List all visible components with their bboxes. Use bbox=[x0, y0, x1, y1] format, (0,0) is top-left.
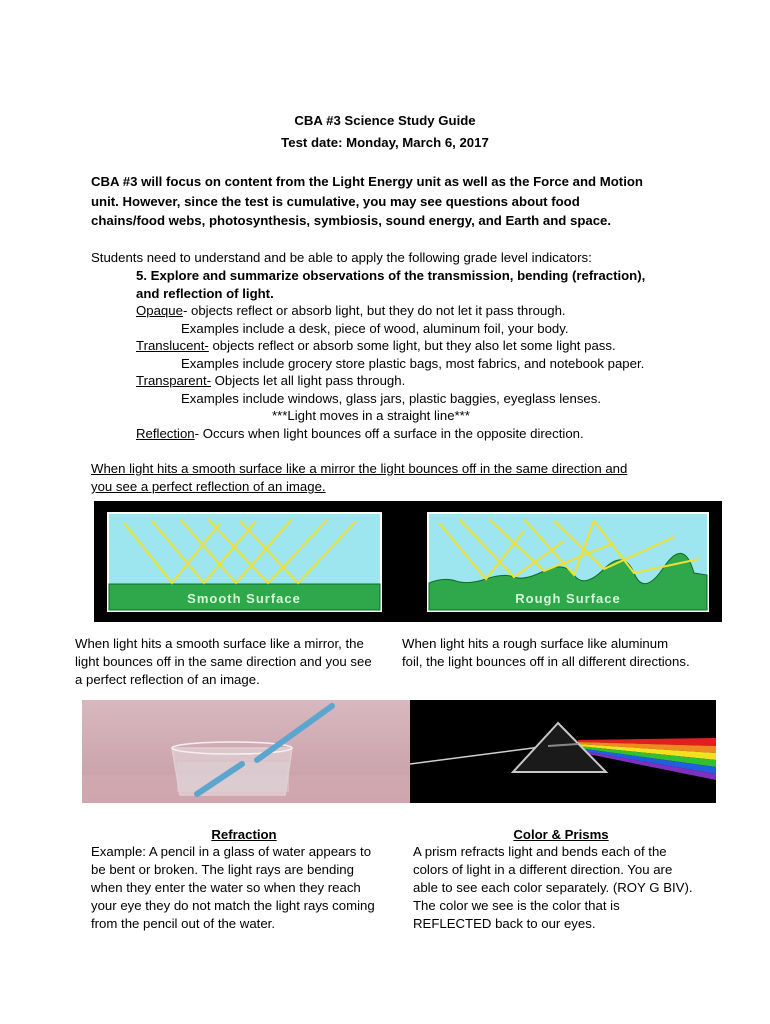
transparent-examples: Examples include windows, glass jars, plastic baggies, eyeglass lenses. bbox=[181, 391, 602, 406]
transparent-definition bbox=[136, 372, 405, 389]
refraction-line: when they enter the water so when they reach bbox=[91, 880, 361, 895]
prisms-heading: Color & Prisms bbox=[513, 827, 609, 842]
reflection-term: Reflection bbox=[136, 426, 195, 441]
prisms-line: REFLECTED back to our eyes. bbox=[413, 916, 596, 931]
pencil-in-water-image bbox=[82, 700, 410, 803]
translucent-term: Translucent- bbox=[136, 338, 209, 353]
translucent-examples: Examples include grocery store plastic bags, most fabrics, and notebook paper. bbox=[181, 356, 645, 371]
opaque-def: - objects reflect or absorb light, but they do not let it pass through. bbox=[182, 303, 566, 318]
indicator-title-line1: 5. Explore and summarize observations of the transmission, bending (refraction), bbox=[136, 268, 646, 283]
smooth-surface-figure bbox=[107, 512, 382, 612]
caption-line: When light hits a smooth surface like a mirror, the bbox=[75, 636, 364, 651]
prisms-line: The color we see is the color that is bbox=[413, 898, 620, 913]
indicator-title-line2: and reflection of light. bbox=[136, 286, 274, 301]
smooth-surface-label: Smooth Surface bbox=[187, 591, 301, 606]
translucent-definition bbox=[136, 337, 616, 354]
straight-line-note: ***Light moves in a straight line*** bbox=[272, 408, 470, 423]
refraction-line: Example: A pencil in a glass of water appears to bbox=[91, 844, 372, 859]
test-date: Test date: Monday, March 6, 2017 bbox=[281, 135, 489, 150]
opaque-definition bbox=[136, 302, 566, 319]
refraction-line: from the pencil out of the water. bbox=[91, 916, 275, 931]
prisms-line: A prism refracts light and bends each of the bbox=[413, 844, 667, 859]
prisms-line: able to see each color separately. (ROY G BIV). bbox=[413, 880, 693, 895]
caption-line: a perfect reflection of an image. bbox=[75, 672, 260, 687]
intro-line: CBA #3 will focus on content from the Light Energy unit as well as the Force and Motion bbox=[91, 174, 643, 189]
opaque-examples: Examples include a desk, piece of wood, aluminum foil, your body. bbox=[181, 321, 569, 336]
rough-surface-label: Rough Surface bbox=[515, 591, 621, 606]
prisms-line: colors of light in a different direction. You are bbox=[413, 862, 673, 877]
reflection-definition bbox=[136, 425, 584, 442]
caption-line: When light hits a rough surface like aluminum bbox=[402, 636, 669, 651]
caption-line: light bounces off in the same direction and you see bbox=[75, 654, 372, 669]
intro-line: chains/food webs, photosynthesis, symbiosis, sound energy, and Earth and space. bbox=[91, 213, 612, 228]
translucent-def: objects reflect or absorb some light, but they also let some light pass. bbox=[208, 338, 616, 353]
reflection-note-line1: When light hits a smooth surface like a mirror the light bounces off in the same direction and bbox=[91, 461, 628, 476]
rough-surface-figure bbox=[427, 512, 709, 612]
indicators-lead: Students need to understand and be able to apply the following grade level indicators: bbox=[91, 250, 592, 265]
reflection-def: - Occurs when light bounces off a surface in the opposite direction. bbox=[194, 426, 584, 441]
reflection-note-line2: you see a perfect reflection of an image. bbox=[91, 479, 326, 494]
prism-image bbox=[410, 700, 716, 803]
reflection-figures bbox=[94, 501, 722, 622]
refraction-line: be bent or broken. The light rays are bending bbox=[91, 862, 354, 877]
intro-line: unit. However, since the test is cumulative, you may see questions about food bbox=[91, 194, 580, 209]
transparent-term: Transparent- bbox=[136, 373, 212, 388]
refraction-line: your eye they do not match the light rays coming bbox=[91, 898, 375, 913]
transparent-def: Objects let all light pass through. bbox=[211, 373, 406, 388]
opaque-term: Opaque bbox=[136, 303, 183, 318]
refraction-heading: Refraction bbox=[211, 827, 277, 842]
caption-line: foil, the light bounces off in all different directions. bbox=[402, 654, 690, 669]
page-title: CBA #3 Science Study Guide bbox=[294, 113, 476, 128]
